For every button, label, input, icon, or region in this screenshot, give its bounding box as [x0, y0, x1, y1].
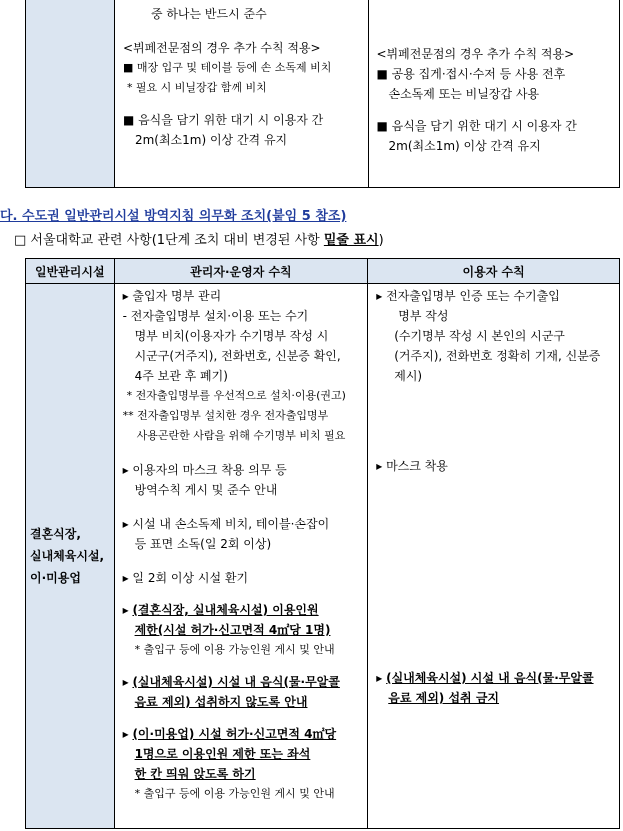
bullet-marker: ▸ — [376, 671, 383, 685]
user-b3-l2: 음료 제외) 섭취 금지 — [388, 691, 500, 705]
manager-b1-l2: 명부 비치(이용자가 수기명부 작성 시 — [134, 329, 329, 343]
manager-b7-l2: 1명으로 이용인원 제한 또는 좌석 — [134, 747, 311, 761]
subheading-prefix: □ 서울대학교 관련 사항(1단계 조치 대비 변경된 사항 — [14, 233, 324, 248]
top-table — [25, 0, 620, 188]
user-b2: ▸ 마스크 착용 — [376, 459, 448, 473]
header-facility: 일반관리시설 — [26, 259, 115, 284]
bullet-marker: ▸ — [122, 603, 129, 617]
top-manager-cell — [114, 0, 368, 188]
manager-b2-l2: 방역수칙 게시 및 준수 안내 — [134, 483, 278, 497]
manager-b5-l1 — [123, 600, 362, 620]
manager-b1-note2a: ** 전자출입명부 설치한 경우 전자출입명부 — [122, 409, 329, 422]
continued-text: 중 하나는 반드시 준수 — [150, 7, 267, 21]
bullet-marker: ▸ — [122, 727, 129, 741]
user-b1-l1: ▸ 전자출입명부 인증 또는 수기출입 — [376, 289, 560, 303]
buffet-left-item2-l2: 2m(최소1m) 이상 간격 유지 — [134, 133, 288, 147]
buffet-left-item1: ■ 매장 입구 및 테이블 등에 손 소독제 비치 — [122, 61, 332, 74]
buffet-right-item2-l1: ■ 음식을 담기 위한 대기 시 이용자 간 — [376, 119, 577, 133]
manager-b3-l2: 등 표면 소독(일 2회 이상) — [134, 537, 272, 551]
subheading-suffix: ) — [378, 233, 384, 248]
manager-b4: ▸ 일 2회 이상 시설 환기 — [122, 571, 249, 585]
buffet-right-item2-l2: 2m(최소1m) 이상 간격 유지 — [388, 139, 541, 153]
facility-line-3: 이·미용업 — [30, 571, 81, 585]
manager-b7-l3: 한 칸 띄워 앉도록 하기 — [134, 767, 256, 781]
main-table — [25, 258, 620, 829]
manager-b5-l2: 제한(시설 허가·신고면적 4㎡당 1명) — [134, 623, 331, 637]
user-b1-l4: (거주지), 전화번호 정확히 기재, 신분증 — [394, 349, 601, 363]
section-heading: 다. 수도권 일반관리시설 방역지침 의무화 조치(붙임 5 참조) — [0, 209, 347, 224]
header-manager: 관리자·운영자 수칙 — [114, 259, 368, 284]
manager-rules-cell — [114, 284, 368, 829]
buffet-left-item2-l1: ■ 음식을 담기 위한 대기 시 이용자 간 — [122, 113, 324, 127]
user-b3-l1-text: (실내체육시설) 시설 내 음식(물·무알콜 — [386, 671, 594, 685]
top-user-cell — [368, 0, 620, 188]
user-b3-l1 — [376, 668, 613, 688]
user-b1-l2: 명부 작성 — [398, 309, 449, 323]
facility-line-2: 실내체육시설, — [30, 549, 105, 563]
buffet-title-right: <뷔페전문점의 경우 추가 수칙 적용> — [376, 47, 575, 61]
bullet-marker: ▸ — [122, 675, 129, 689]
buffet-right-item1-l2: 손소독제 또는 비닐장갑 사용 — [388, 87, 540, 101]
buffet-right-item1-l1: ■ 공용 집게·접시·수저 등 사용 전후 — [376, 67, 566, 81]
manager-b1-title: ▸ 출입자 명부 관리 — [122, 289, 222, 303]
user-b1-l3: (수기명부 작성 시 본인의 시군구 — [394, 329, 565, 343]
section-subheading — [14, 231, 384, 251]
buffet-left-item1-note: * 필요 시 비닐장갑 함께 비치 — [126, 81, 267, 94]
subheading-emphasis: 밑줄 표시 — [323, 233, 379, 248]
manager-b3-l1: ▸ 시설 내 손소독제 비치, 테이블·손잡이 — [122, 517, 330, 531]
manager-b6-l1 — [123, 672, 362, 692]
buffet-title-left: <뷔페전문점의 경우 추가 수칙 적용> — [122, 41, 321, 55]
user-rules-cell — [368, 284, 620, 829]
manager-b2-l1: ▸ 이용자의 마스크 착용 의무 등 — [122, 463, 287, 477]
manager-b7-note: * 출입구 등에 이용 가능인원 게시 및 안내 — [134, 787, 335, 800]
facility-cell — [26, 284, 115, 829]
manager-b1-l1: - 전자출입명부 설치·이용 또는 수기 — [122, 309, 309, 323]
manager-b6-l2: 음료 제외) 섭취하지 않도록 안내 — [134, 695, 308, 709]
header-user: 이용자 수칙 — [368, 259, 620, 284]
manager-b1-l4: 4주 보관 후 폐기) — [134, 369, 228, 383]
manager-b6-l1-text: (실내체육시설) 시설 내 음식(물·무알콜 — [132, 675, 340, 689]
top-left-shaded-cell — [26, 0, 115, 188]
user-b1-l5: 제시) — [394, 369, 423, 383]
manager-b1-note2b: 사용곤란한 사람을 위해 수기명부 비치 필요 — [136, 429, 346, 442]
manager-b5-note: * 출입구 등에 이용 가능인원 게시 및 안내 — [134, 643, 335, 656]
manager-b1-note1: * 전자출입명부를 우선적으로 설치·이용(권고) — [126, 389, 346, 402]
facility-line-1: 결혼식장, — [30, 527, 81, 541]
manager-b7-l1 — [123, 724, 362, 744]
manager-b5-l1-text: (결혼식장, 실내체육시설) 이용인원 — [132, 603, 319, 617]
manager-b1-l3: 시군구(거주지), 전화번호, 신분증 확인, — [134, 349, 341, 363]
manager-b7-l1-text: (이·미용업) 시설 허가·신고면적 4㎡당 — [132, 727, 337, 741]
